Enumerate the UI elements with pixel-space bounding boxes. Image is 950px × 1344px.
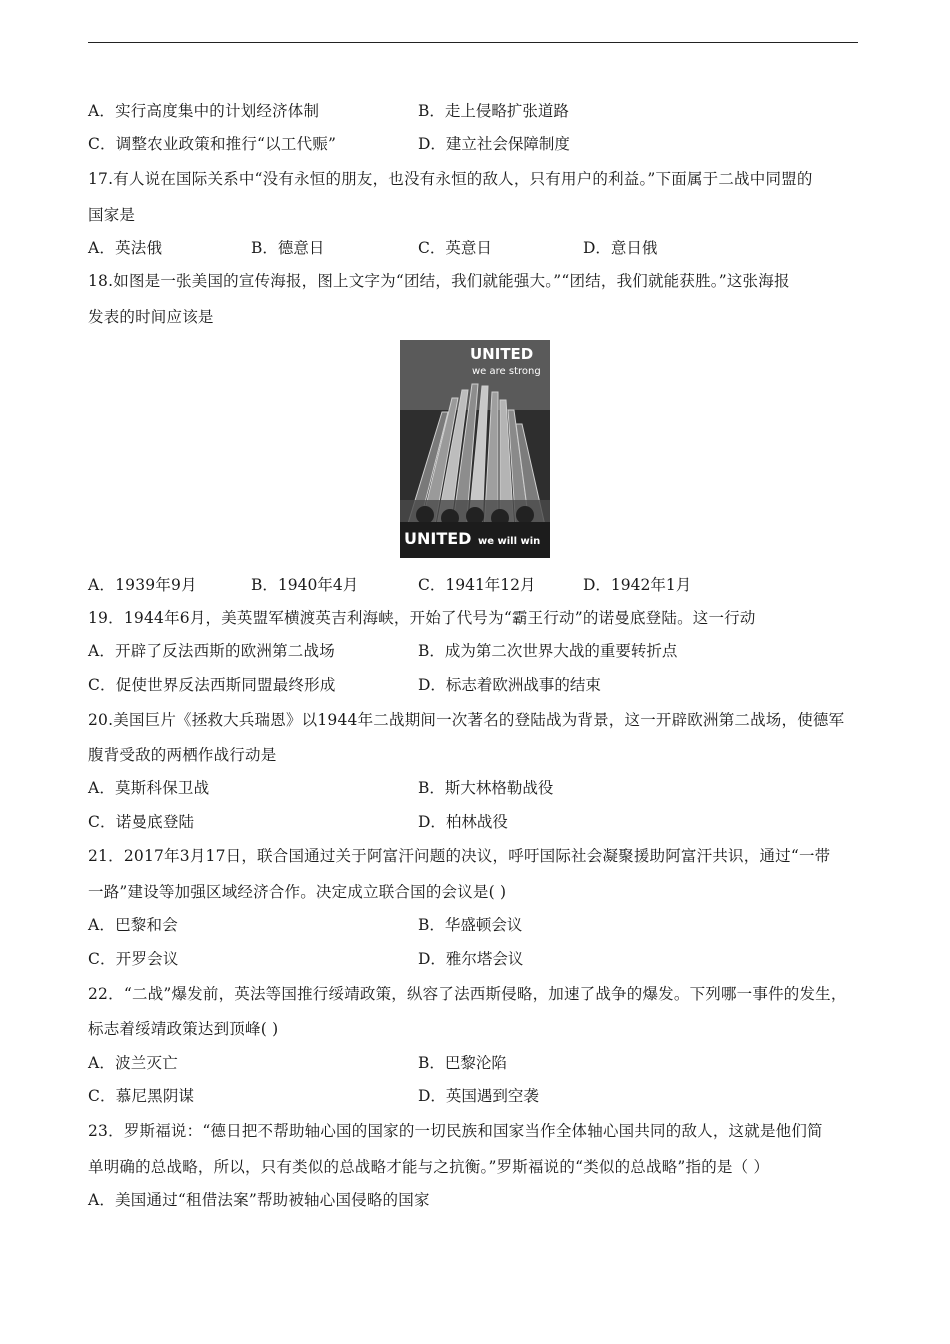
q23-option-a: A．美国通过“租借法案”帮助被轴心国侵略的国家 (88, 1191, 430, 1209)
q18-stem-line1: 18.如图是一张美国的宣传海报，图上文字为“团结，我们就能强大。”“团结，我们就能获胜。”这张海报 (88, 272, 790, 290)
q17-option-a: A．英法俄 (88, 239, 163, 257)
united-poster-image (400, 340, 550, 558)
q21-stem-line2: 一路”建设等加强区域经济合作。决定成立联合国的会议是( ) (88, 883, 507, 901)
q23-stem-line2: 单明确的总战略，所以，只有类似的总战略才能与之抗衡。”罗斯福说的“类似的总战略”指的是（ ） (88, 1158, 770, 1176)
q18-option-a: A．1939年9月 (88, 576, 197, 594)
q18-stem-line2: 发表的时间应该是 (88, 308, 214, 326)
poster-bottom-subtitle: we will win (478, 536, 541, 547)
q20-option-c: C．诺曼底登陆 (88, 813, 195, 831)
poster-top-subtitle: we are strong (472, 366, 541, 377)
q21-option-a: A．巴黎和会 (88, 916, 178, 934)
q20-option-b: B．斯大林格勒战役 (418, 779, 554, 797)
q16-option-a: A．实行高度集中的计划经济体制 (88, 102, 320, 120)
q20-option-d: D．柏林战役 (418, 813, 508, 831)
q16-option-c: C．调整农业政策和推行“以工代赈” (88, 135, 337, 153)
q17-stem-line1: 17.有人说在国际关系中“没有永恒的朋友，也没有永恒的敌人，只有用户的利益。”下面属于二战中同盟的 (88, 170, 813, 188)
q19-stem-line1: 19．1944年6月，美英盟军横渡英吉利海峡，开始了代号为“霸王行动”的诺曼底登陆。这一行动 (88, 609, 756, 627)
q19-option-b: B．成为第二次世界大战的重要转折点 (418, 642, 678, 660)
poster-artwork (400, 340, 550, 558)
q17-option-c: C．英意日 (418, 239, 492, 257)
q23-stem-line1: 23．罗斯福说：“德日把不帮助轴心国的国家的一切民族和国家当作全体轴心国共同的敌人，这就是他们简 (88, 1122, 823, 1140)
q20-stem-line1: 20.美国巨片《拯救大兵瑞恩》以1944年二战期间一次著名的登陆战为背景，这一开辟欧洲第二战场，使德军 (88, 711, 845, 729)
q20-option-a: A．莫斯科保卫战 (88, 779, 210, 797)
header-rule (88, 42, 858, 43)
q17-option-b: B．德意日 (251, 239, 325, 257)
q22-stem-line1: 22．“二战”爆发前，英法等国推行绥靖政策，纵容了法西斯侵略，加速了战争的爆发。下列哪一事件的发生， (88, 985, 847, 1003)
q21-option-c: C．开罗会议 (88, 950, 179, 968)
q21-option-b: B．华盛顿会议 (418, 916, 523, 934)
q20-stem-line2: 腹背受敌的两栖作战行动是 (88, 746, 277, 764)
q18-option-c: C．1941年12月 (418, 576, 536, 594)
q16-option-d: D．建立社会保障制度 (418, 135, 570, 153)
q21-stem-line1: 21．2017年3月17日，联合国通过关于阿富汗问题的决议，呼吁国际社会凝聚援助阿富汗共识，通过“一带 (88, 847, 831, 865)
q22-option-a: A．波兰灭亡 (88, 1054, 178, 1072)
q19-option-c: C．促使世界反法西斯同盟最终形成 (88, 676, 336, 694)
poster-top-title: UNITED (470, 345, 534, 363)
q22-option-b: B．巴黎沦陷 (418, 1054, 507, 1072)
q18-option-b: B．1940年4月 (251, 576, 359, 594)
q21-option-d: D．雅尔塔会议 (418, 950, 524, 968)
q17-stem-line2: 国家是 (88, 206, 136, 224)
q22-option-d: D．英国遇到空袭 (418, 1087, 539, 1105)
q16-option-b: B．走上侵略扩张道路 (418, 102, 569, 120)
q17-option-d: D．意日俄 (583, 239, 658, 257)
q19-option-d: D．标志着欧洲战事的结束 (418, 676, 601, 694)
q22-option-c: C．慕尼黑阴谋 (88, 1087, 195, 1105)
poster-bottom-title: UNITED (404, 529, 472, 548)
q22-stem-line2: 标志着绥靖政策达到顶峰( ) (88, 1020, 279, 1038)
q19-option-a: A．开辟了反法西斯的欧洲第二战场 (88, 642, 335, 660)
q18-option-d: D．1942年1月 (583, 576, 692, 594)
